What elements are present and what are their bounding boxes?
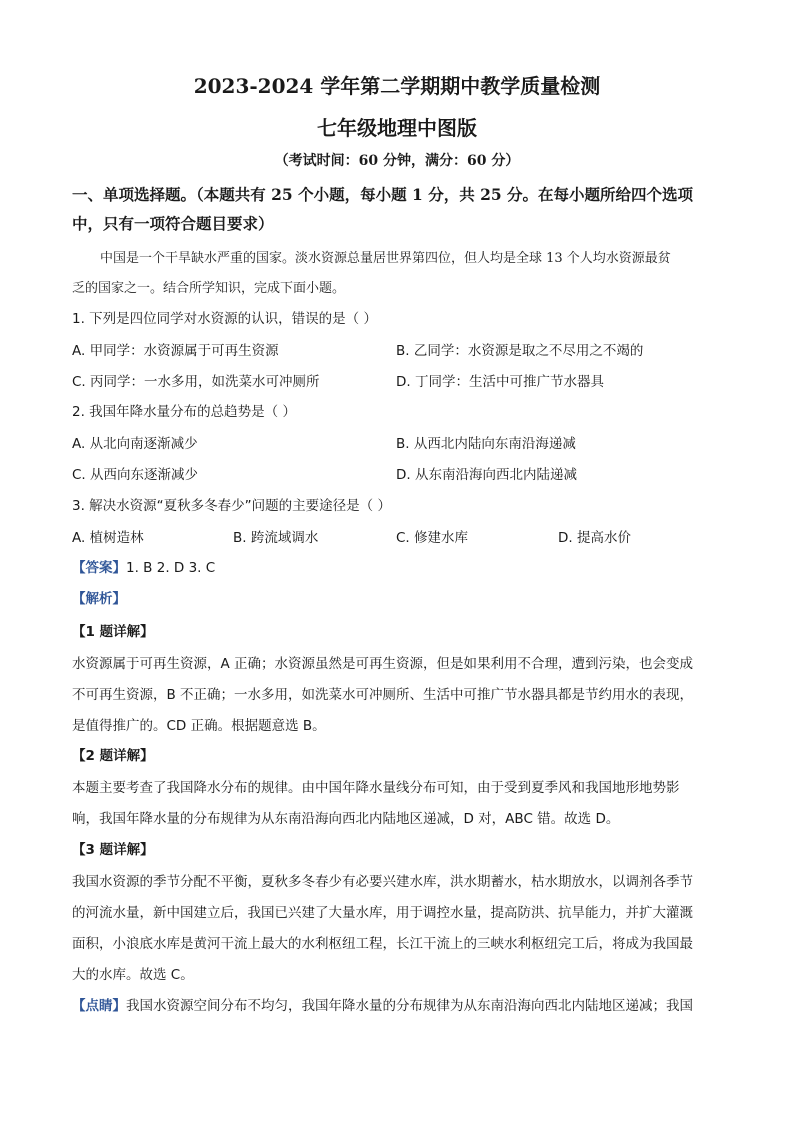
tip-text: 我国水资源空间分布不均匀，我国年降水量的分布规律为从东南沿海向西北内陆地区递减；我国 (126, 998, 693, 1014)
tip-row (72, 994, 693, 1014)
detail-1-line: 水资源属于可再生资源，A 正确；水资源虽然是可再生资源，但是如果利用不合理，遭到污染，也会变成 (72, 656, 694, 672)
detail-1-line: 不可再生资源，B 不正确；一水多用，如洗菜水可冲厕所、生活中可推广节水器具都是节约用水的表现， (72, 687, 694, 703)
question-2-stem: 2. 我国年降水量分布的总趋势是（ ） (72, 404, 296, 420)
detail-3-line: 的河流水量，新中国建立后，我国已兴建了大量水库，用于调控水量，提高防洪、抗旱能力，并扩大灌溉 (72, 905, 693, 921)
detail-3-line: 大的水库。故选 C。 (72, 967, 194, 983)
section-heading-line1: 一、单项选择题。（本题共有 25 个小题，每小题 1 分，共 25 分。在每小题所给四个选项 (72, 185, 694, 204)
question-3-option-b: B. 跨流域调水 (233, 530, 319, 546)
question-3-option-c: C. 修建水库 (396, 530, 469, 546)
intro-line2: 乏的国家之一。结合所学知识，完成下面小题。 (72, 281, 346, 296)
detail-2-line: 本题主要考查了我国降水分布的规律。由中国年降水量线分布可知，由于受到夏季风和我国地形地势影 (72, 780, 680, 796)
exam-info: （考试时间：60 分钟，满分：60 分） (274, 153, 520, 169)
question-3-option-a: A. 植树造林 (72, 530, 144, 546)
question-1-option-d: D. 丁同学：生活中可推广节水器具 (396, 374, 604, 390)
section-heading-line2: 中，只有一项符合题目要求） (72, 214, 274, 233)
question-1-option-a: A. 甲同学：水资源属于可再生资源 (72, 343, 279, 359)
detail-3-line: 面积，小浪底水库是黄河干流上最大的水利枢纽工程，长江干流上的三峡水利枢纽完工后，将成为我国最 (72, 936, 693, 952)
detail-1-line: 是值得推广的。CD 正确。根据题意选 B。 (72, 718, 326, 734)
exam-subtitle: 七年级地理中图版 (317, 116, 477, 140)
analysis-label: 【解析】 (72, 591, 126, 607)
detail-3-label: 【3 题详解】 (72, 842, 154, 858)
detail-1-label: 【1 题详解】 (72, 624, 154, 640)
question-1-option-b: B. 乙同学：水资源是取之不尽用之不竭的 (396, 343, 644, 359)
question-1-stem: 1. 下列是四位同学对水资源的认识，错误的是（ ） (72, 311, 377, 327)
detail-2-label: 【2 题详解】 (72, 748, 154, 764)
answer-row (72, 556, 215, 576)
answer-label: 【答案】 (72, 560, 126, 576)
question-3-option-d: D. 提高水价 (558, 530, 631, 546)
question-2-option-c: C. 从西向东逐渐减少 (72, 467, 199, 483)
exam-title: 2023-2024 学年第二学期期中教学质量检测 (193, 74, 601, 98)
question-3-stem: 3. 解决水资源“夏秋多冬春少”问题的主要途径是（ ） (72, 498, 391, 514)
detail-3-line: 我国水资源的季节分配不平衡，夏秋多冬春少有必要兴建水库，洪水期蓄水，枯水期放水，以调剂各季节 (72, 874, 693, 890)
detail-2-line: 响，我国年降水量的分布规律为从东南沿海向西北内陆地区递减，D 对，ABC 错。故选 D。 (72, 811, 620, 827)
question-1-option-c: C. 丙同学：一水多用，如洗菜水可冲厕所 (72, 374, 320, 390)
question-2-option-d: D. 从东南沿海向西北内陆递减 (396, 467, 577, 483)
question-2-option-b: B. 从西北内陆向东南沿海递减 (396, 436, 576, 452)
answer-text: 1. B 2. D 3. C (126, 560, 216, 576)
intro-line1: 中国是一个干旱缺水严重的国家。淡水资源总量居世界第四位，但人均是全球 13 个人均水资源最贫 (100, 251, 671, 266)
tip-label: 【点睛】 (72, 998, 126, 1014)
question-2-option-a: A. 从北向南逐渐减少 (72, 436, 198, 452)
